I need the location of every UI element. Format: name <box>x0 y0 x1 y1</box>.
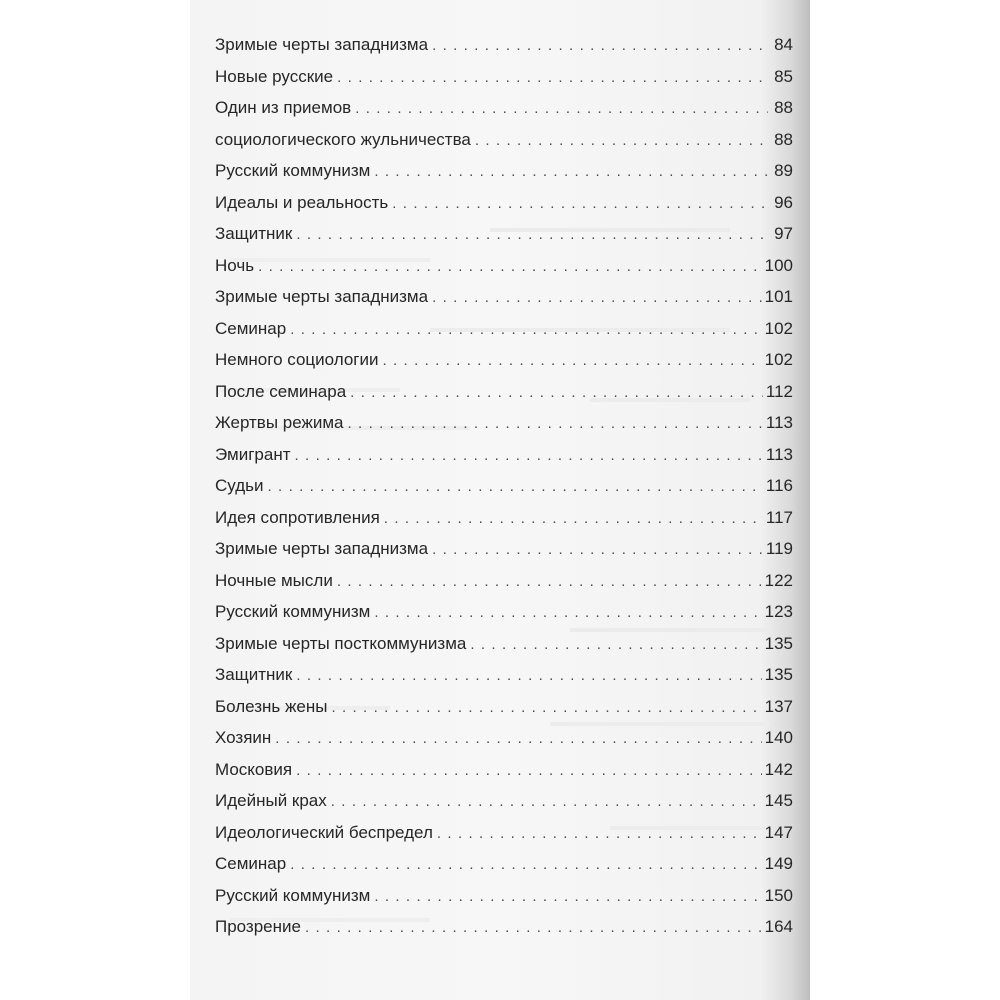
toc-entry-title: Защитник <box>215 224 293 243</box>
toc-entry <box>215 754 793 786</box>
toc-dot-leader <box>331 692 761 724</box>
toc-entry <box>215 596 793 628</box>
toc-entry-page-number: 147 <box>764 822 793 842</box>
toc-entry <box>215 439 793 471</box>
toc-dot-leader <box>470 629 761 661</box>
toc-entry <box>215 848 793 880</box>
toc-entry-page-number: 101 <box>764 287 793 306</box>
toc-entry-page-number: 102 <box>764 350 793 369</box>
toc-entry-page-number: 142 <box>764 759 793 779</box>
toc-entry <box>215 281 793 313</box>
toc-entry-page-number: 164 <box>764 917 793 936</box>
toc-dot-leader <box>475 125 768 157</box>
toc-entry <box>215 470 793 502</box>
toc-entry-page-number: 84 <box>774 35 793 54</box>
toc-entry-page-number: 89 <box>774 161 793 180</box>
toc-entry <box>215 407 793 439</box>
toc-dot-leader <box>290 849 761 881</box>
toc-entry-page-number: 135 <box>764 633 793 653</box>
toc-entry-title: Русский коммунизм <box>215 602 371 621</box>
toc-entry-title: Семинар <box>215 854 287 873</box>
toc-entry-title: Идейный крах <box>215 791 327 810</box>
toc-dot-leader <box>275 723 761 755</box>
toc-dot-leader <box>384 503 763 535</box>
toc-dot-leader <box>355 93 768 125</box>
toc-entry-page-number: 88 <box>774 129 793 149</box>
toc-entry-title: Немного социологии <box>215 350 379 369</box>
toc-entry <box>215 92 793 124</box>
toc-entry-title: Ночь <box>215 255 255 275</box>
toc-dot-leader <box>392 188 768 220</box>
toc-dot-leader <box>374 597 761 629</box>
toc-entry-title: Болезнь жены <box>215 696 328 716</box>
toc-entry-page-number: 113 <box>765 444 793 464</box>
toc-dot-leader <box>382 345 761 377</box>
toc-entry-page-number: 119 <box>765 539 793 558</box>
toc-dot-leader <box>290 314 761 346</box>
toc-entry-title: Зримые черты западнизма <box>215 35 429 54</box>
toc-entry <box>215 187 793 219</box>
toc-entry-page-number: 85 <box>774 66 793 86</box>
toc-entry-title: Русский коммунизм <box>215 161 371 180</box>
toc-entry-page-number: 150 <box>764 885 793 905</box>
toc-dot-leader <box>331 786 762 818</box>
toc-entry-page-number: 112 <box>765 381 793 401</box>
toc-dot-leader <box>337 62 768 94</box>
toc-entry <box>215 911 793 943</box>
toc-dot-leader <box>258 251 762 283</box>
toc-entry <box>215 502 793 534</box>
toc-dot-leader <box>350 377 763 409</box>
toc-entry-page-number: 100 <box>764 255 793 275</box>
toc-entry-title: Защитник <box>215 665 293 684</box>
toc-entry <box>215 659 793 691</box>
toc-entry-title: Идея сопротивления <box>215 507 380 527</box>
toc-entry <box>215 29 793 61</box>
toc-dot-leader <box>432 534 763 566</box>
toc-entry <box>215 722 793 754</box>
toc-entry <box>215 313 793 345</box>
toc-entry <box>215 628 793 660</box>
toc-entry-page-number: 149 <box>764 854 793 873</box>
toc-dot-leader <box>437 818 762 850</box>
toc-entry <box>215 691 793 723</box>
toc-entry <box>215 565 793 597</box>
toc-entry-title: Эмигрант <box>215 444 291 464</box>
toc-dot-leader <box>432 30 768 62</box>
toc-entry <box>215 344 793 376</box>
toc-dot-leader <box>295 440 763 472</box>
toc-entry-page-number: 116 <box>765 476 793 495</box>
toc-entry-page-number: 145 <box>764 791 793 810</box>
toc-entry <box>215 124 793 156</box>
toc-entry <box>215 218 793 250</box>
toc-dot-leader <box>374 156 768 188</box>
toc-dot-leader <box>305 912 762 944</box>
toc-dot-leader <box>296 219 768 251</box>
toc-entry-title: Зримые черты западнизма <box>215 287 429 306</box>
toc-dot-leader <box>348 408 763 440</box>
toc-entry-title: Ночные мысли <box>215 570 333 590</box>
toc-entry-title: После семинара <box>215 381 347 401</box>
toc-entry-page-number: 96 <box>774 192 793 212</box>
toc-dot-leader <box>296 755 762 787</box>
toc-entry <box>215 250 793 282</box>
toc-dot-leader <box>268 471 763 503</box>
toc-dot-leader <box>337 566 762 598</box>
toc-entry-title: Прозрение <box>215 917 301 936</box>
toc-entry-page-number: 137 <box>764 696 793 716</box>
toc-entry-title: социологического жульничества <box>215 129 471 149</box>
toc-entry-title: Зримые черты западнизма <box>215 539 429 558</box>
toc-entry-title: Московия <box>215 759 293 779</box>
toc-dot-leader <box>374 881 761 913</box>
toc-entry-page-number: 88 <box>774 98 793 117</box>
toc-entry-page-number: 123 <box>764 602 793 621</box>
toc-entry-title: Судьи <box>215 476 264 495</box>
toc-entry <box>215 785 793 817</box>
toc-entry-page-number: 135 <box>764 665 793 684</box>
toc-entry <box>215 376 793 408</box>
toc-entry-title: Один из приемов <box>215 98 352 117</box>
toc-entry <box>215 817 793 849</box>
toc-entry-page-number: 113 <box>765 413 793 432</box>
toc-entry-title: Идеалы и реальность <box>215 192 389 212</box>
toc-entry-title: Жертвы режима <box>215 413 344 432</box>
toc-entry-title: Зримые черты посткоммунизма <box>215 633 467 653</box>
toc-entry-title: Новые русские <box>215 66 334 86</box>
toc-entry <box>215 61 793 93</box>
toc-entry-page-number: 97 <box>774 224 793 243</box>
toc-entry-title: Хозяин <box>215 728 272 747</box>
toc-entry-page-number: 140 <box>764 728 793 747</box>
toc-entry <box>215 880 793 912</box>
toc-dot-leader <box>432 282 762 314</box>
toc-entry-title: Семинар <box>215 318 287 338</box>
toc-entry-page-number: 102 <box>764 318 793 338</box>
toc-dot-leader <box>296 660 761 692</box>
toc-entry-page-number: 122 <box>764 570 793 590</box>
toc-entry <box>215 533 793 565</box>
table-of-contents <box>215 29 793 943</box>
toc-entry-title: Идеологический беспредел <box>215 822 433 842</box>
toc-entry-page-number: 117 <box>765 507 793 527</box>
toc-entry <box>215 155 793 187</box>
toc-entry-title: Русский коммунизм <box>215 885 371 905</box>
